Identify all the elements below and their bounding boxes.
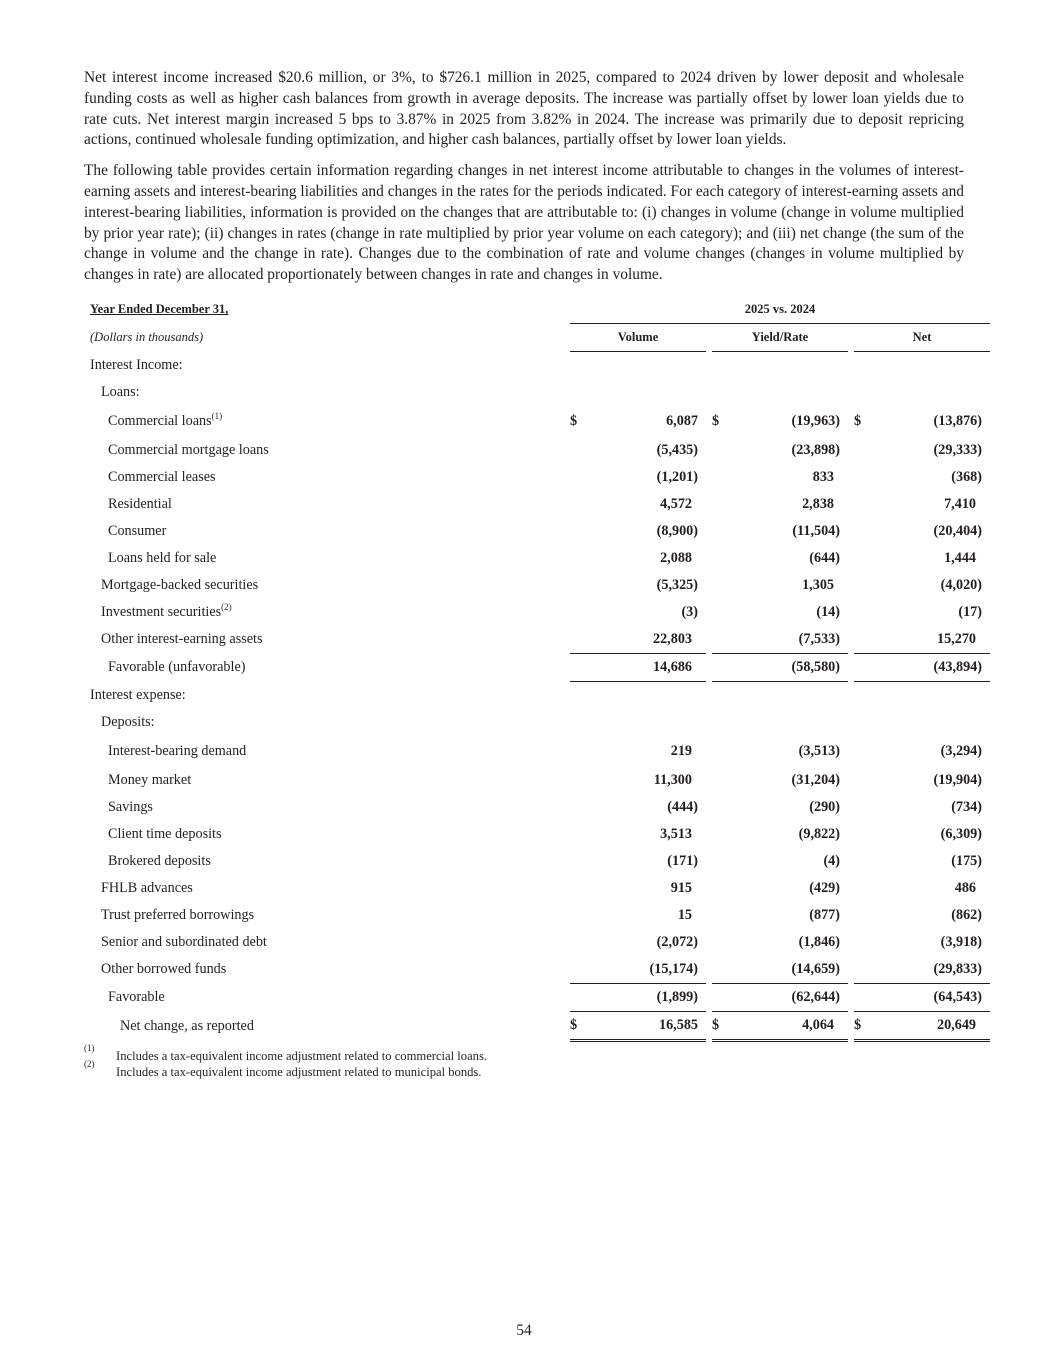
net-value: (6,309) [940,825,982,842]
table-row [84,902,990,929]
row-label: Savings [108,798,153,815]
rate-value: (19,963) [791,412,840,429]
rate-value: 2,838 [802,495,834,512]
net-value: 7,410 [944,495,976,512]
row-label: Investment securities$^{(2)}$ [101,601,232,620]
row-label: Other borrowed funds [101,961,227,978]
rate-value: (58,580) [724,654,840,682]
rate-value: (4) [823,852,840,869]
rate-value: 1,305 [802,576,834,593]
volume-value: (5,325) [656,576,698,593]
volume-value: 915 [670,879,692,896]
rate-value: (3,513) [798,742,840,759]
row-label: Residential [108,495,172,512]
volume-value: (8,900) [656,522,698,539]
volume-value: 22,803 [582,626,698,654]
footnote [84,1042,964,1064]
rate-value: (429) [809,879,840,896]
section-row [84,352,990,379]
currency-symbol: $ [570,1012,582,1042]
deposits-heading: Deposits: [101,713,155,730]
rate-value: (7,533) [724,626,840,654]
table-row [84,599,990,626]
currency-symbol: $ [854,1012,866,1042]
footnote-ref: (2) [221,601,232,612]
currency-symbol: $ [854,412,862,429]
row-label: Consumer [108,522,167,539]
footnote-mark: (1) [84,1042,95,1053]
row-label: Money market [108,771,192,788]
volume-value: (3) [681,603,698,620]
net-value: (29,333) [933,441,982,458]
interest-expense-heading: Interest expense: [90,686,186,703]
section-row [84,682,990,709]
table-row [84,491,990,518]
net-value: (43,894) [866,654,982,682]
table-row [84,518,990,545]
footnote-mark: (2) [84,1058,95,1069]
net-value: (20,404) [933,522,982,539]
period-header: 2025 vs. 2024 [570,296,990,324]
table-row [84,437,990,464]
row-label: FHLB advances [101,879,193,896]
rate-value: (1,846) [798,933,840,950]
net-value: (368) [951,468,982,485]
table-row [84,626,990,654]
units-note: (Dollars in thousands) [90,330,204,345]
volume-value: 3,513 [660,825,692,842]
table-row [84,572,990,599]
rate-value: (23,898) [791,441,840,458]
year-ended-header: Year Ended December 31, [90,302,229,317]
net-value: (3,294) [940,742,982,759]
total-row [84,1012,990,1042]
row-label: Other interest-earning assets [101,631,263,648]
net-value: 1,444 [944,549,976,566]
currency-symbol: $ [570,412,578,429]
volume-value: (15,174) [582,956,698,984]
footnote [84,1058,964,1080]
volume-value: (5,435) [656,441,698,458]
document-page [84,68,982,1080]
table-row [84,464,990,491]
currency-symbol: $ [712,412,720,429]
rate-value: (11,504) [792,522,840,539]
volume-value: (444) [667,798,698,815]
subtotal-row [84,984,990,1012]
volume-value: (1,899) [582,984,698,1012]
paragraph-table-intro: The following table provides certain information regarding changes in net interest income attributable to changes in the volumes of interest-earning assets and interest-bearing liabilities and changes in the rates for the periods indicated. For each category of interest-earning assets and interest-bearing liabilities, information is provided on the changes that are attributable to: (i) changes in volume (change in volume multiplied by prior year rate); (ii) changes in rates (change in rate multiplied by prior year volume on each category); and (iii) net change (the sum of the change in volume and the change in rate). Changes due to the combination of rate and volume changes (changes in volume multiplied by changes in rate) are allocated proportionately between changes in rate and changes in volume. [84,162,964,284]
footnotes [84,1042,964,1080]
yield-rate-column-header: Yield/Rate [712,324,848,352]
net-value: (4,020) [940,576,982,593]
volume-value: 219 [670,742,692,759]
table-row [84,545,990,572]
row-label: Interest-bearing demand [108,742,247,759]
row-label: Trust preferred borrowings [101,906,255,923]
volume-value: 16,585 [582,1012,698,1042]
table-row [84,956,990,984]
page-number: 54 [516,1322,532,1339]
row-label: Commercial leases [108,468,216,485]
volume-value: 15 [677,906,692,923]
rate-value: (62,644) [724,984,840,1012]
rate-value: (9,822) [798,825,840,842]
net-value: (862) [951,906,982,923]
net-value: (29,833) [866,956,982,984]
table-row [84,848,990,875]
rate-value: (644) [809,549,840,566]
net-value: (64,543) [866,984,982,1012]
net-value: (13,876) [933,412,982,429]
row-label: Senior and subordinated debt [101,933,267,950]
volume-value: 6,087 [666,412,698,429]
footnote-ref: (1) [211,410,223,421]
section-row [84,379,990,406]
table-row [84,736,990,767]
rate-value: (290) [809,798,840,815]
loans-heading: Loans: [101,383,140,400]
rate-value: 833 [812,468,834,485]
volume-value: 4,572 [660,495,692,512]
rate-value: (877) [809,906,840,923]
footnote-text: Includes a tax-equivalent income adjustment related to municipal bonds. [116,1064,482,1079]
rate-value: (14,659) [724,956,840,984]
table-row [84,875,990,902]
table-row [84,794,990,821]
section-row [84,709,990,736]
net-value: (19,904) [933,771,982,788]
table-row [84,406,990,437]
net-value: 20,649 [866,1012,982,1042]
paragraph-net-interest-income: Net interest income increased $20.6 million, or 3%, to $726.1 million in 2025, compared to 2024 driven by lower deposit and wholesale funding costs as well as higher cash balances from growth in average deposits. The increase was partially offset by lower loan yields due to rate cuts. Net interest margin increased 5 bps to 3.87% in 2025 from 3.82% in 2024. The increase was primarily due to deposit repricing actions, continued wholesale funding optimization, and higher cash balances, partially offset by lower loan yields. [84,69,964,149]
rate-value: 4,064 [724,1012,840,1042]
subtotal-row [84,654,990,682]
table-row [84,821,990,848]
net-column-header: Net [854,324,990,352]
rate-value: (14) [816,603,840,620]
volume-column-header: Volume [570,324,706,352]
net-value: (734) [951,798,982,815]
row-label: Mortgage-backed securities [101,576,259,593]
table-row [84,929,990,956]
currency-symbol: $ [712,1012,724,1042]
row-label: Client time deposits [108,825,222,842]
net-value: (3,918) [940,933,982,950]
row-label: Commercial loans$^{(1)}$ [108,410,223,429]
row-label: Favorable (unfavorable) [108,659,246,676]
row-label: Commercial mortgage loans [108,441,269,458]
interest-income-heading: Interest Income: [90,356,183,373]
volume-value: (1,201) [656,468,698,485]
volume-value: (2,072) [656,933,698,950]
volume-value: 2,088 [660,549,692,566]
footnote-text: Includes a tax-equivalent income adjustment related to commercial loans. [116,1048,488,1063]
volume-value: (171) [667,852,698,869]
rate-volume-table [84,296,990,1042]
volume-value: 14,686 [582,654,698,682]
net-value: (175) [951,852,982,869]
net-value: (17) [958,603,982,620]
row-label: Loans held for sale [108,549,217,566]
net-value: 15,270 [866,626,982,654]
table-row [84,767,990,794]
net-value: 486 [954,879,976,896]
rate-value: (31,204) [791,771,840,788]
row-label: Favorable [108,989,165,1006]
volume-value: 11,300 [653,771,692,788]
row-label: Net change, as reported [120,1018,254,1035]
row-label: Brokered deposits [108,852,211,869]
